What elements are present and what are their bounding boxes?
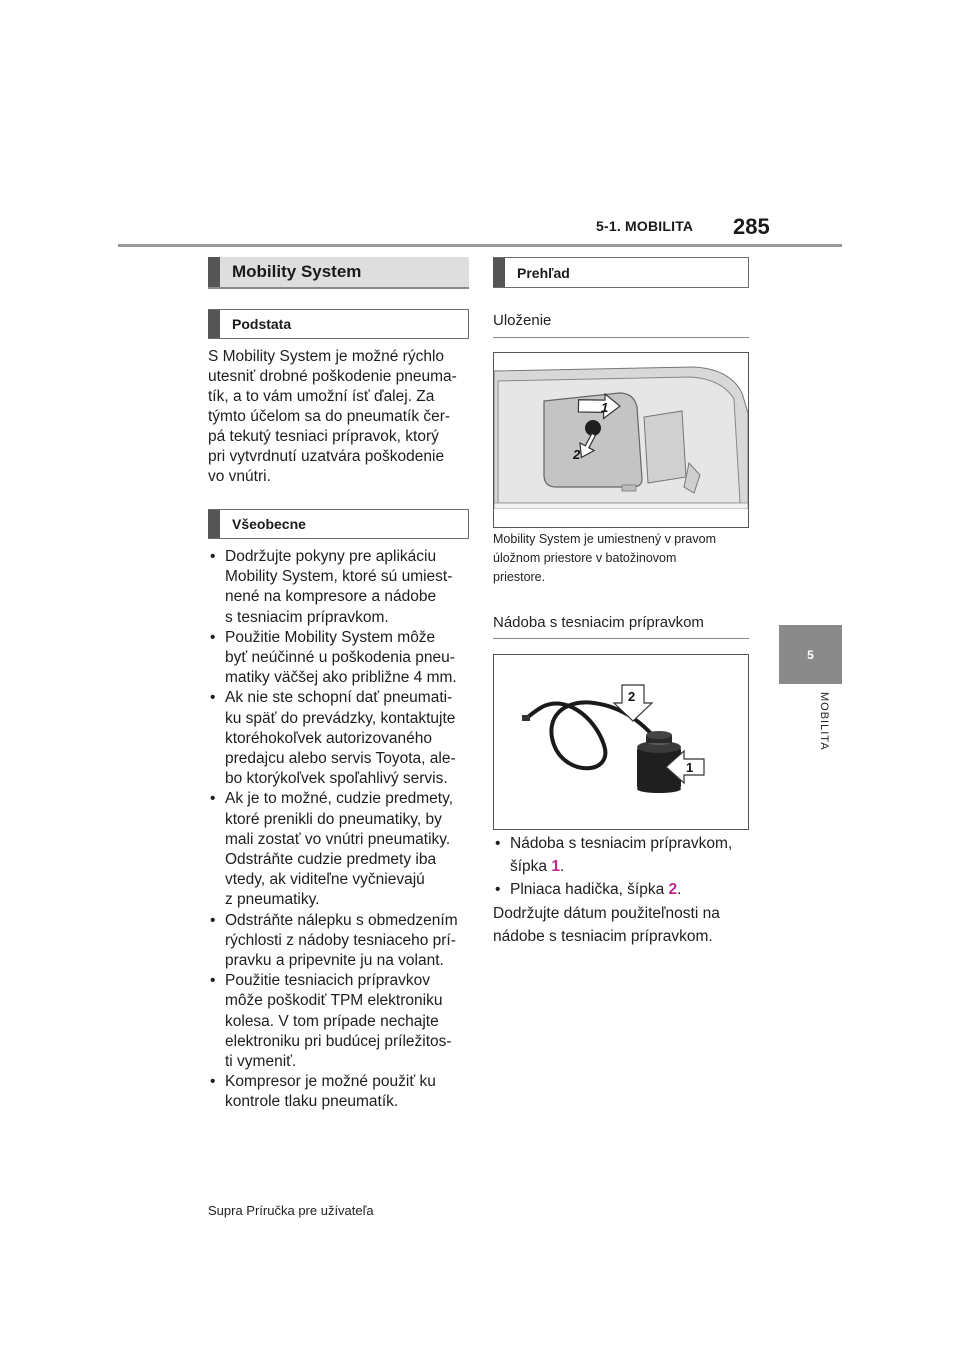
text-line: pri vytvrdnutí uzatvára poškodenie: [208, 448, 445, 465]
header-bar: [208, 510, 220, 538]
expiry-note: [493, 902, 720, 948]
caption-line: úložnom priestore v batožinovom: [493, 551, 677, 565]
chapter-tab-label: MOBILITA: [818, 692, 830, 751]
header-bar: [493, 258, 505, 287]
subsection-title: Všeobecne: [232, 516, 306, 532]
general-bullet-list: [208, 547, 458, 1113]
header-bar: [208, 257, 220, 287]
legend-list: [493, 832, 732, 901]
callout-number: 2: [668, 881, 678, 898]
caption-line: Mobility System je umiestnený v pravom: [493, 532, 716, 546]
figure-label: 2: [573, 447, 581, 462]
list-item: • Použitie Mobility System môže byť neúčinné u poškodenia pneu- matiky väčšej ako približne 4 mm.: [208, 628, 458, 689]
subsection-title: Podstata: [232, 316, 292, 332]
container-drawing: [494, 655, 748, 829]
list-item: • Použitie tesniacich prípravkov môže poškodiť TPM elektroniku kolesa. V tom prípade nechajte elektroniku pri budúcej príležitos- ti vymeniť.: [208, 971, 458, 1072]
trunk-storage-illustration: [493, 352, 749, 528]
subheading-storage: Uloženie: [493, 312, 552, 329]
text-line: vo vnútri.: [208, 468, 271, 485]
caption-line: priestore.: [493, 570, 546, 584]
page-number: 285: [733, 214, 770, 239]
chapter-tab-number: 5: [807, 647, 814, 662]
sealant-container-illustration: [493, 654, 749, 830]
figure-label: 1: [686, 760, 694, 775]
section-title: Prehľad: [517, 264, 570, 281]
chapter-title: 5-1. MOBILITA: [596, 218, 694, 234]
figure-caption: [493, 530, 716, 587]
text-line: nádobe s tesniacim prípravkom.: [493, 928, 713, 945]
section-header-prehlad: [493, 257, 749, 288]
text-line: utesniť drobné poškodenie pneuma-: [208, 368, 457, 385]
list-item: • Ak nie ste schopní dať pneumati- ku späť do prevádzky, kontaktujte ktoréhokoľvek autorizovaného predajcu alebo servis Toyota, ale- bo ktorýkoľvek spoľahlivý servis.: [208, 688, 458, 789]
intro-paragraph: [208, 347, 457, 487]
list-item: • Ak je to možné, cudzie predmety, ktoré prenikli do pneumatiky, by mali zostať vo vnútri pneumatiky. Odstráňte cudzie predmety iba vtedy, ak viditeľne vyčnievajú z pneumatiky.: [208, 789, 458, 910]
trunk-drawing: [494, 353, 748, 527]
legend-item: • Plniaca hadička, šípka 2.: [493, 878, 732, 901]
callout-number: 1: [551, 858, 560, 875]
list-item: • Dodržujte pokyny pre aplikáciu Mobility System, ktoré sú umiest- nené na kompresore a nádobe s tesniacim prípravkom.: [208, 547, 458, 628]
subsection-header-vseobecne: [208, 509, 469, 539]
text-line: S Mobility System je možné rýchlo: [208, 348, 445, 365]
subsection-header-podstata: [208, 309, 469, 339]
list-item: • Odstráňte nálepku s obmedzením rýchlosti z nádoby tesniaceho prí- pravku a pripevnite ju na volant.: [208, 911, 458, 972]
subheading-rule: [493, 638, 749, 639]
legend-item: • Nádoba s tesniacim prípravkom, šípka 1.: [493, 832, 732, 878]
subheading-rule: [493, 337, 749, 338]
subheading-container: Nádoba s tesniacim prípravkom: [493, 614, 704, 631]
chapter-tab: [779, 625, 842, 684]
text-line: Dodržujte dátum použiteľnosti na: [493, 905, 720, 922]
section-header-mobility-system: [208, 257, 469, 289]
section-title: Mobility System: [232, 262, 362, 281]
list-item: • Kompresor je možné použiť ku kontrole tlaku pneumatík.: [208, 1072, 458, 1112]
text-line: týmto účelom sa do pneumatík čer-: [208, 408, 451, 425]
text-line: tík, a to vám umožní ísť ďalej. Za: [208, 388, 435, 405]
footer-manual-title: Supra Príručka pre užívateľa: [208, 1203, 374, 1218]
header-bar: [208, 310, 220, 338]
text-line: pá tekutý tesniaci prípravok, ktorý: [208, 428, 439, 445]
figure-label: 2: [628, 689, 636, 704]
figure-label: 1: [601, 400, 609, 415]
header-rule: [118, 244, 842, 247]
